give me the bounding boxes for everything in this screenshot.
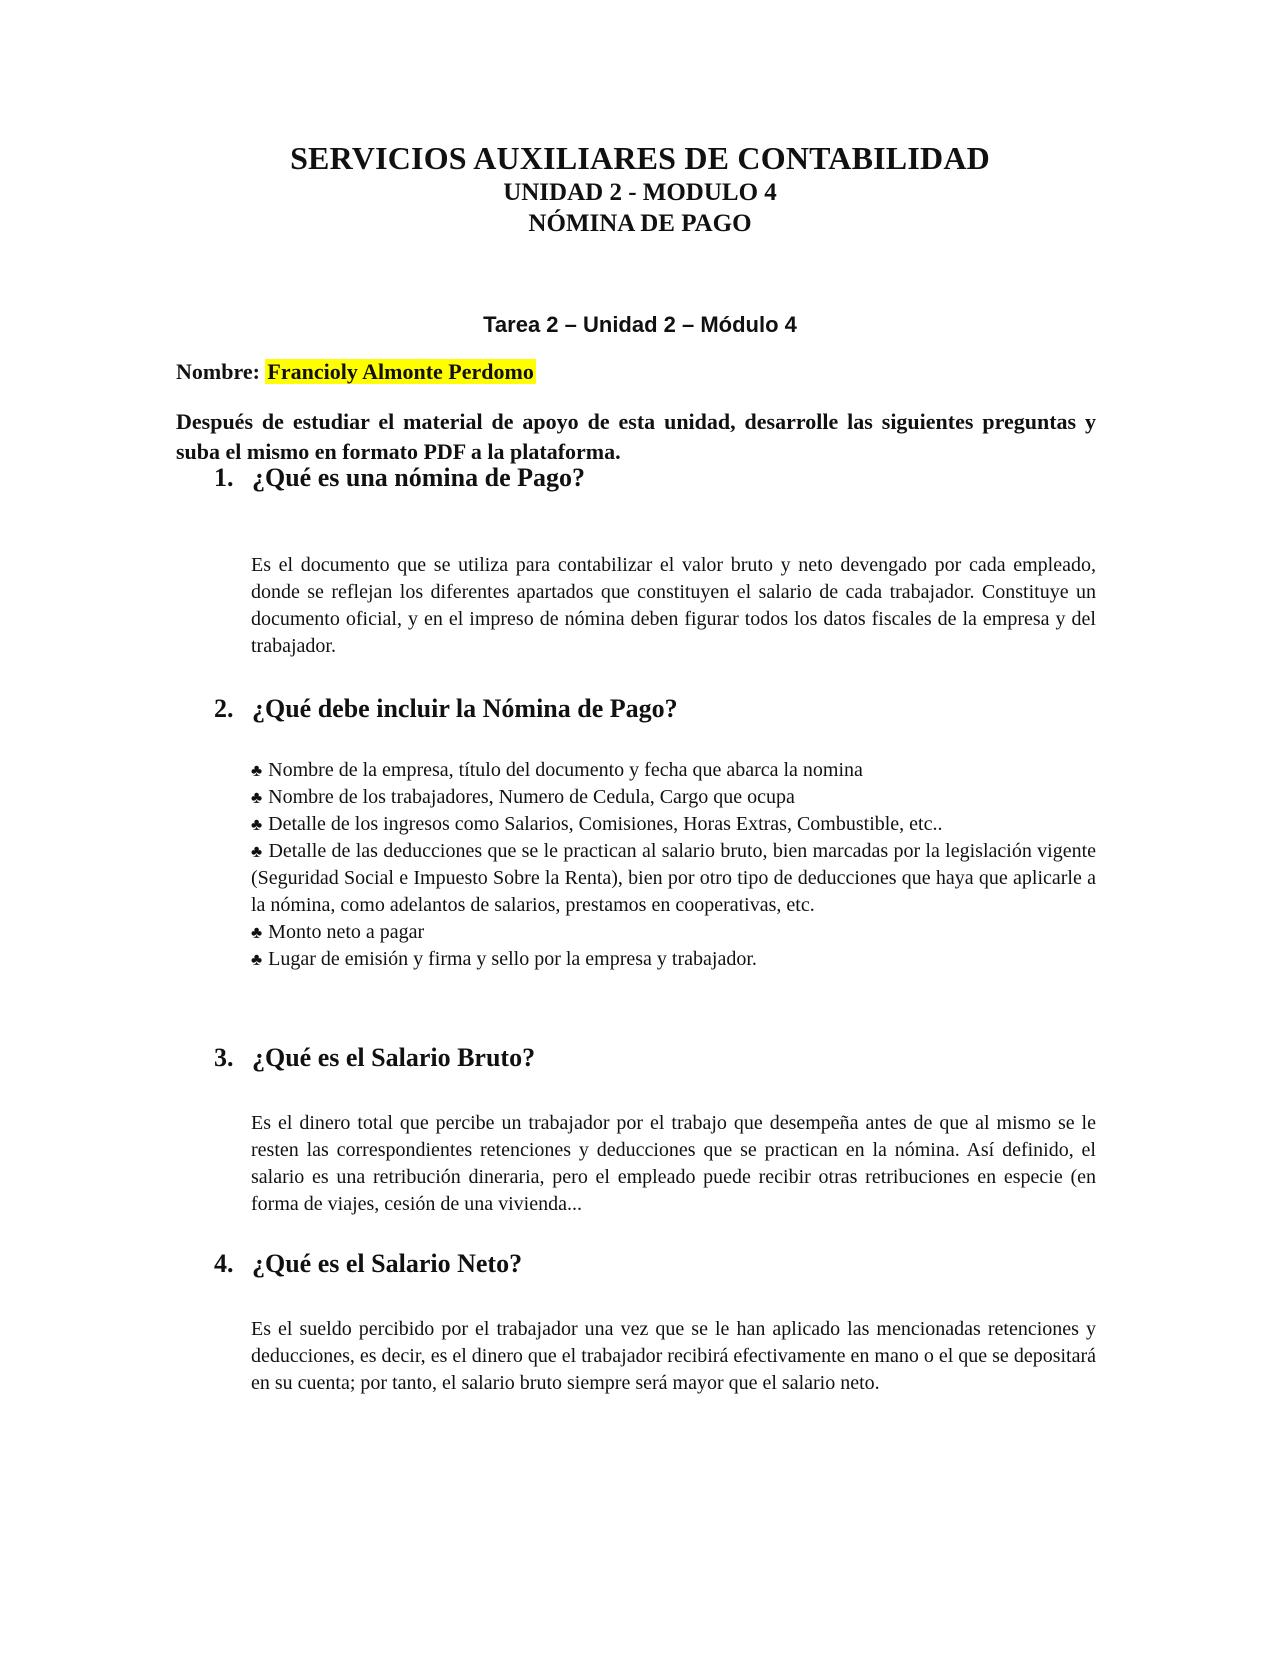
question-3-text: ¿Qué es el Salario Bruto? bbox=[252, 1043, 536, 1072]
question-3-number: 3. bbox=[214, 1043, 234, 1072]
question-4-heading bbox=[214, 1248, 522, 1280]
student-name-line bbox=[176, 358, 536, 386]
list-item bbox=[251, 757, 1096, 784]
question-3-answer: Es el dinero total que percibe un trabajador por el trabajo que desempeña antes de que al mismo se le resten las correspondientes retenciones y deducciones que se practican en la nómina. Así definido, el salario es una retribución dineraria, pero el empleado puede recibir otras retribuciones en especie (en forma de viajes, cesión de una vivienda... bbox=[251, 1112, 1096, 1215]
club-icon: ♣ bbox=[251, 761, 263, 780]
club-icon: ♣ bbox=[251, 788, 263, 807]
question-4-number: 4. bbox=[214, 1249, 234, 1278]
question-2-heading bbox=[214, 693, 678, 725]
question-1-text: ¿Qué es una nómina de Pago? bbox=[252, 463, 585, 492]
list-item bbox=[251, 811, 1096, 838]
list-item-text: Detalle de las deducciones que se le practican al salario bruto, bien marcadas por la legislación vigente (Seguridad Social e Impuesto Sobre la Renta), bien por otro tipo de deducciones que haya que aplicarle a la nómina, como adelantos de salarios, prestamos en cooperativas, etc. bbox=[251, 840, 1096, 916]
question-4-text: ¿Qué es el Salario Neto? bbox=[252, 1249, 523, 1278]
question-1-number: 1. bbox=[214, 463, 234, 492]
question-1-answer: Es el documento que se utiliza para contabilizar el valor bruto y neto devengado por cada empleado, donde se reflejan los diferentes apartados que constituyen el salario de cada trabajador. Constituye un documento oficial, y en el impreso de nómina deben figurar todos los datos fiscales de la empresa y del trabajador. bbox=[251, 554, 1096, 657]
list-item bbox=[251, 919, 1096, 946]
list-item bbox=[251, 838, 1096, 919]
club-icon: ♣ bbox=[251, 815, 263, 834]
student-name-value: Francioly Almonte Perdomo bbox=[267, 359, 534, 384]
club-icon: ♣ bbox=[251, 950, 263, 969]
list-item-text: Detalle de los ingresos como Salarios, Comisiones, Horas Extras, Combustible, etc.. bbox=[268, 813, 943, 835]
question-2-bullet-list bbox=[251, 757, 1096, 973]
question-4-answer: Es el sueldo percibido por el trabajador una vez que se le han aplicado las mencionadas retenciones y deducciones, es decir, es el dinero que el trabajador recibirá efectivamente en mano o el que se depositará en su cuenta; por tanto, el salario bruto siempre será mayor que el salario neto. bbox=[251, 1318, 1096, 1394]
topic-subtitle: NÓMINA DE PAGO bbox=[528, 210, 752, 237]
list-item bbox=[251, 784, 1096, 811]
list-item-text: Lugar de emisión y firma y sello por la empresa y trabajador. bbox=[268, 948, 757, 970]
document-title: SERVICIOS AUXILIARES DE CONTABILIDAD bbox=[290, 140, 990, 176]
list-item-text: Monto neto a pagar bbox=[268, 921, 425, 943]
question-2-text: ¿Qué debe incluir la Nómina de Pago? bbox=[252, 694, 678, 723]
club-icon: ♣ bbox=[251, 923, 263, 942]
task-heading: Tarea 2 – Unidad 2 – Módulo 4 bbox=[483, 312, 797, 337]
student-name-label: Nombre: bbox=[176, 359, 260, 384]
question-1-heading bbox=[214, 462, 585, 494]
list-item-text: Nombre de la empresa, título del documento y fecha que abarca la nomina bbox=[268, 759, 863, 781]
unit-subtitle: UNIDAD 2 - MODULO 4 bbox=[503, 179, 777, 206]
list-item bbox=[251, 946, 1096, 973]
list-item-text: Nombre de los trabajadores, Numero de Cedula, Cargo que ocupa bbox=[268, 786, 795, 808]
instructions-paragraph: Después de estudiar el material de apoyo de esta unidad, desarrolle las siguientes preguntas y suba el mismo en formato PDF a la plataforma. bbox=[176, 409, 1096, 464]
question-2-number: 2. bbox=[214, 694, 234, 723]
question-3-heading bbox=[214, 1042, 535, 1074]
club-icon: ♣ bbox=[251, 842, 263, 861]
